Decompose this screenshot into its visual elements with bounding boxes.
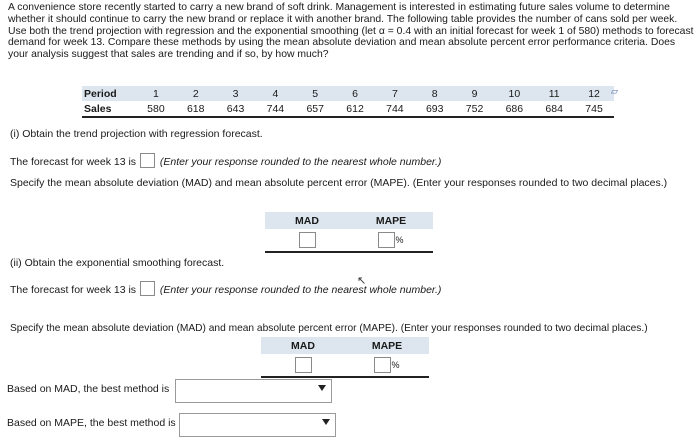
part2-mape-header: MAPE: [345, 337, 429, 354]
sales-cell: 612: [335, 101, 375, 117]
part1-mape-header: MAPE: [349, 212, 433, 229]
part1-forecast-line: [10, 153, 441, 168]
part1-mad-header: MAD: [265, 212, 349, 229]
mouse-cursor-icon: ↖: [357, 275, 367, 287]
sales-cell: 686: [494, 101, 534, 117]
sales-row-label: Sales: [82, 101, 136, 117]
sales-cell: 744: [255, 101, 295, 117]
part2-specify-text: Specify the mean absolute deviation (MAD) and mean absolute percent error (MAPE). (Enter your responses rounded to two decimal places.): [10, 323, 648, 334]
sales-cell: 580: [136, 101, 176, 117]
period-cell: 8: [415, 86, 455, 101]
part1-specify-text: Specify the mean absolute deviation (MAD) and mean absolute percent error (MAPE). (Enter your responses rounded to two decimal places.): [10, 177, 668, 189]
sales-cell: 745: [574, 101, 614, 117]
part2-specify-line: [10, 323, 648, 334]
sales-cell: 684: [534, 101, 574, 117]
part1-forecast-hint: (Enter your response rounded to the nearest whole number.): [159, 156, 442, 168]
problem-text-part2: with an initial forecast for week 1 of 580) methods to forecast demand for week 13. Compare these methods by using the mean absolute deviation and mean absolute percent error performance criteria. Does your analysis suggest that sales are trending and if so, by how much?: [8, 25, 694, 61]
part1-mad-input[interactable]: [299, 232, 316, 248]
period-row: [82, 86, 614, 101]
period-cell: 3: [216, 86, 256, 101]
part2-forecast-input[interactable]: [140, 281, 155, 296]
sales-data-table: [82, 86, 614, 118]
part2-heading: (ii) Obtain the exponential smoothing forecast.: [10, 257, 225, 269]
part2-forecast-line: [10, 281, 441, 296]
part1-error-table: [265, 212, 433, 253]
sales-cell: 643: [216, 101, 256, 117]
period-cell: 7: [375, 86, 415, 101]
chevron-down-icon: [322, 419, 330, 425]
part2-forecast-hint: (Enter your response rounded to the nearest whole number.): [159, 284, 442, 296]
chevron-down-icon: [318, 385, 326, 391]
copy-table-icon[interactable]: ▱: [611, 86, 618, 96]
best-mape-select[interactable]: [179, 413, 336, 437]
best-mad-label: Based on MAD, the best method is: [7, 383, 170, 395]
sales-row: [82, 101, 614, 117]
part1-forecast-prefix: The forecast for week 13 is: [10, 156, 137, 168]
part1-heading: (i) Obtain the trend projection with regression forecast.: [10, 128, 263, 140]
part2-mape-input[interactable]: [374, 357, 391, 373]
part1-forecast-input[interactable]: [140, 153, 155, 168]
period-cell: 11: [534, 86, 574, 101]
part2-mad-header: MAD: [261, 337, 345, 354]
sales-cell: 744: [375, 101, 415, 117]
period-cell: 6: [335, 86, 375, 101]
best-mad-select[interactable]: [175, 379, 332, 403]
period-cell: 1: [136, 86, 176, 101]
period-cell: 2: [176, 86, 216, 101]
sales-cell: 618: [176, 101, 216, 117]
sales-cell: 693: [415, 101, 455, 117]
best-mape-label: Based on MAPE, the best method is: [7, 417, 176, 429]
part1-specify-line: [10, 177, 667, 189]
period-cell: 10: [494, 86, 534, 101]
part2-error-table: [261, 337, 429, 378]
period-cell: 12: [574, 86, 614, 101]
part1-percent-sign: %: [395, 235, 404, 245]
part2-forecast-prefix: The forecast for week 13 is: [10, 284, 137, 296]
period-row-label: Period: [82, 86, 136, 101]
period-cell: 5: [295, 86, 335, 101]
alpha-value: α = 0.4: [378, 25, 412, 37]
part2-percent-sign: %: [391, 360, 400, 370]
problem-statement: [8, 2, 698, 61]
period-cell: 9: [455, 86, 495, 101]
part2-mad-input[interactable]: [295, 357, 312, 373]
part1-mape-input[interactable]: [378, 232, 395, 248]
sales-cell: 657: [295, 101, 335, 117]
sales-cell: 752: [455, 101, 495, 117]
problem-text-part1: A convenience store recently started to carry a new brand of soft drink. Management is interested in estimating future sales volume to determine whether it should continue to carry the new brand or replace it with another brand. The following table provides the number of cans sold per week. Use both the trend projection with regression and the exponential smoothing (let: [8, 2, 678, 37]
period-cell: 4: [255, 86, 295, 101]
